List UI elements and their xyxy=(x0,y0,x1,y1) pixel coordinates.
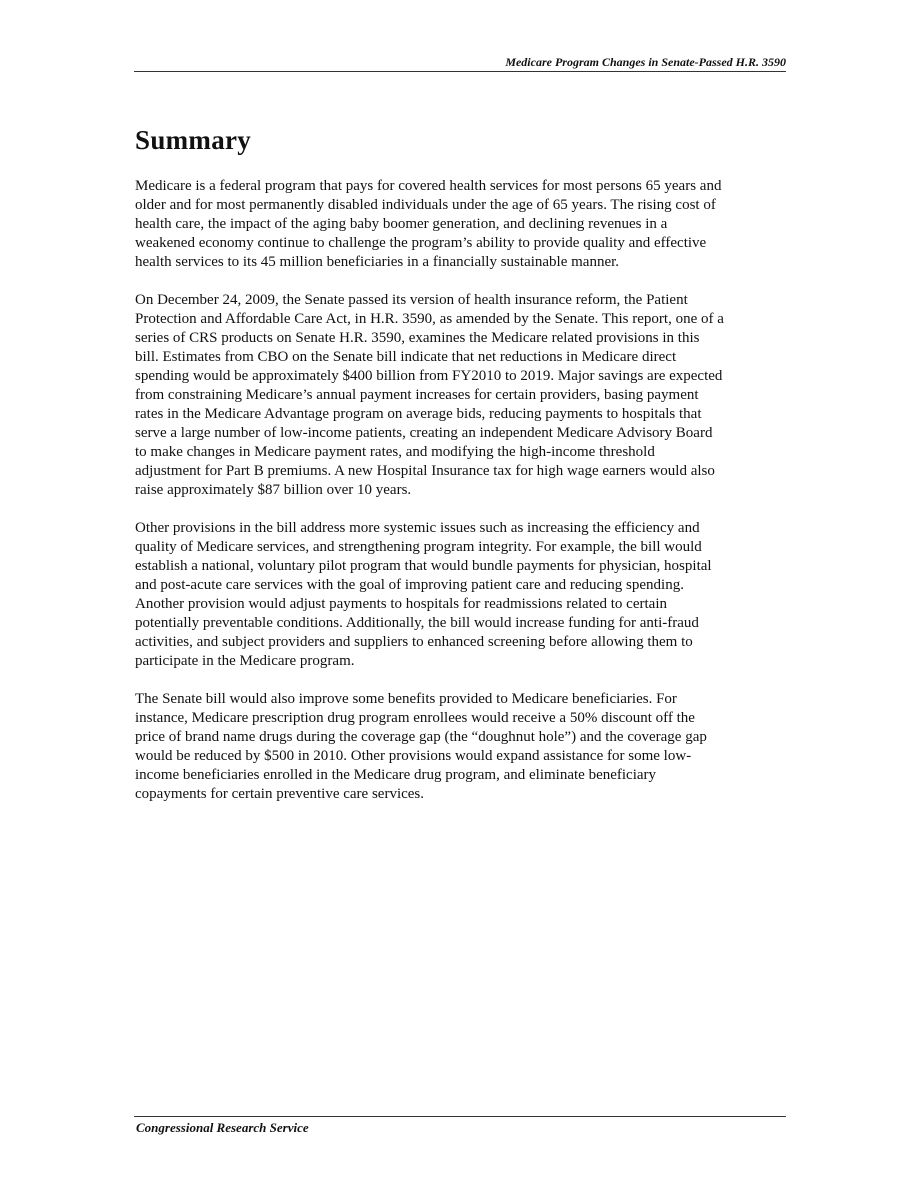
header-divider xyxy=(134,71,786,72)
text-line: establish a national, voluntary pilot program that would bundle payments for physician, hospital xyxy=(135,558,712,574)
text-line: raise approximately $87 billion over 10 years. xyxy=(135,482,412,498)
paragraph-3 xyxy=(135,519,795,671)
summary-body xyxy=(135,177,795,823)
text-line: activities, and subject providers and suppliers to enhanced screening before allowing them to xyxy=(135,634,693,650)
text-line: older and for most permanently disabled individuals under the age of 65 years. The rising cost of xyxy=(135,197,716,213)
text-line: and post-acute care services with the goal of improving patient care and reducing spending. xyxy=(135,577,684,593)
text-line: serve a large number of low-income patients, creating an independent Medicare Advisory Board xyxy=(135,425,713,441)
text-line: instance, Medicare prescription drug program enrollees would receive a 50% discount off the xyxy=(135,710,695,726)
text-line: Medicare is a federal program that pays for covered health services for most persons 65 years and xyxy=(135,178,722,194)
footer-divider xyxy=(134,1116,786,1117)
text-line: series of CRS products on Senate H.R. 3590, examines the Medicare related provisions in this xyxy=(135,330,700,346)
text-line: would be reduced by $500 in 2010. Other provisions would expand assistance for some low- xyxy=(135,748,692,764)
text-line: The Senate bill would also improve some benefits provided to Medicare beneficiaries. For xyxy=(135,691,677,707)
running-header: Medicare Program Changes in Senate-Passed H.R. 3590 xyxy=(505,55,786,69)
text-line: health services to its 45 million beneficiaries in a financially sustainable manner. xyxy=(135,254,620,270)
text-line: weakened economy continue to challenge the program’s ability to provide quality and effective xyxy=(135,235,707,251)
text-line: spending would be approximately $400 billion from FY2010 to 2019. Major savings are expected xyxy=(135,368,723,384)
text-line: Other provisions in the bill address more systemic issues such as increasing the efficiency and xyxy=(135,520,700,536)
page-title: Summary xyxy=(135,125,252,155)
text-line: bill. Estimates from CBO on the Senate bill indicate that net reductions in Medicare direct xyxy=(135,349,677,365)
text-line: income beneficiaries enrolled in the Medicare drug program, and eliminate beneficiary xyxy=(135,767,657,783)
text-line: potentially preventable conditions. Additionally, the bill would increase funding for anti-fraud xyxy=(135,615,699,631)
text-line: from constraining Medicare’s annual payment increases for certain providers, basing payment xyxy=(135,387,699,403)
text-line: Protection and Affordable Care Act, in H.R. 3590, as amended by the Senate. This report, one of a xyxy=(135,311,724,327)
footer-publisher: Congressional Research Service xyxy=(136,1120,309,1135)
paragraph-2 xyxy=(135,291,795,500)
text-line: rates in the Medicare Advantage program on average bids, reducing payments to hospitals that xyxy=(135,406,702,422)
text-line: quality of Medicare services, and strengthening program integrity. For example, the bill would xyxy=(135,539,702,555)
text-line: copayments for certain preventive care services. xyxy=(135,786,425,802)
text-line: participate in the Medicare program. xyxy=(135,653,355,669)
text-line: health care, the impact of the aging baby boomer generation, and declining revenues in a xyxy=(135,216,668,232)
text-line: adjustment for Part B premiums. A new Hospital Insurance tax for high wage earners would also xyxy=(135,463,715,479)
text-line: On December 24, 2009, the Senate passed its version of health insurance reform, the Patient xyxy=(135,292,688,308)
paragraph-1 xyxy=(135,177,795,272)
text-line: to make changes in Medicare payment rates, and modifying the high-income threshold xyxy=(135,444,655,460)
text-line: Another provision would adjust payments to hospitals for readmissions related to certain xyxy=(135,596,667,612)
text-line: price of brand name drugs during the coverage gap (the “doughnut hole”) and the coverage gap xyxy=(135,729,707,745)
paragraph-4 xyxy=(135,690,795,804)
